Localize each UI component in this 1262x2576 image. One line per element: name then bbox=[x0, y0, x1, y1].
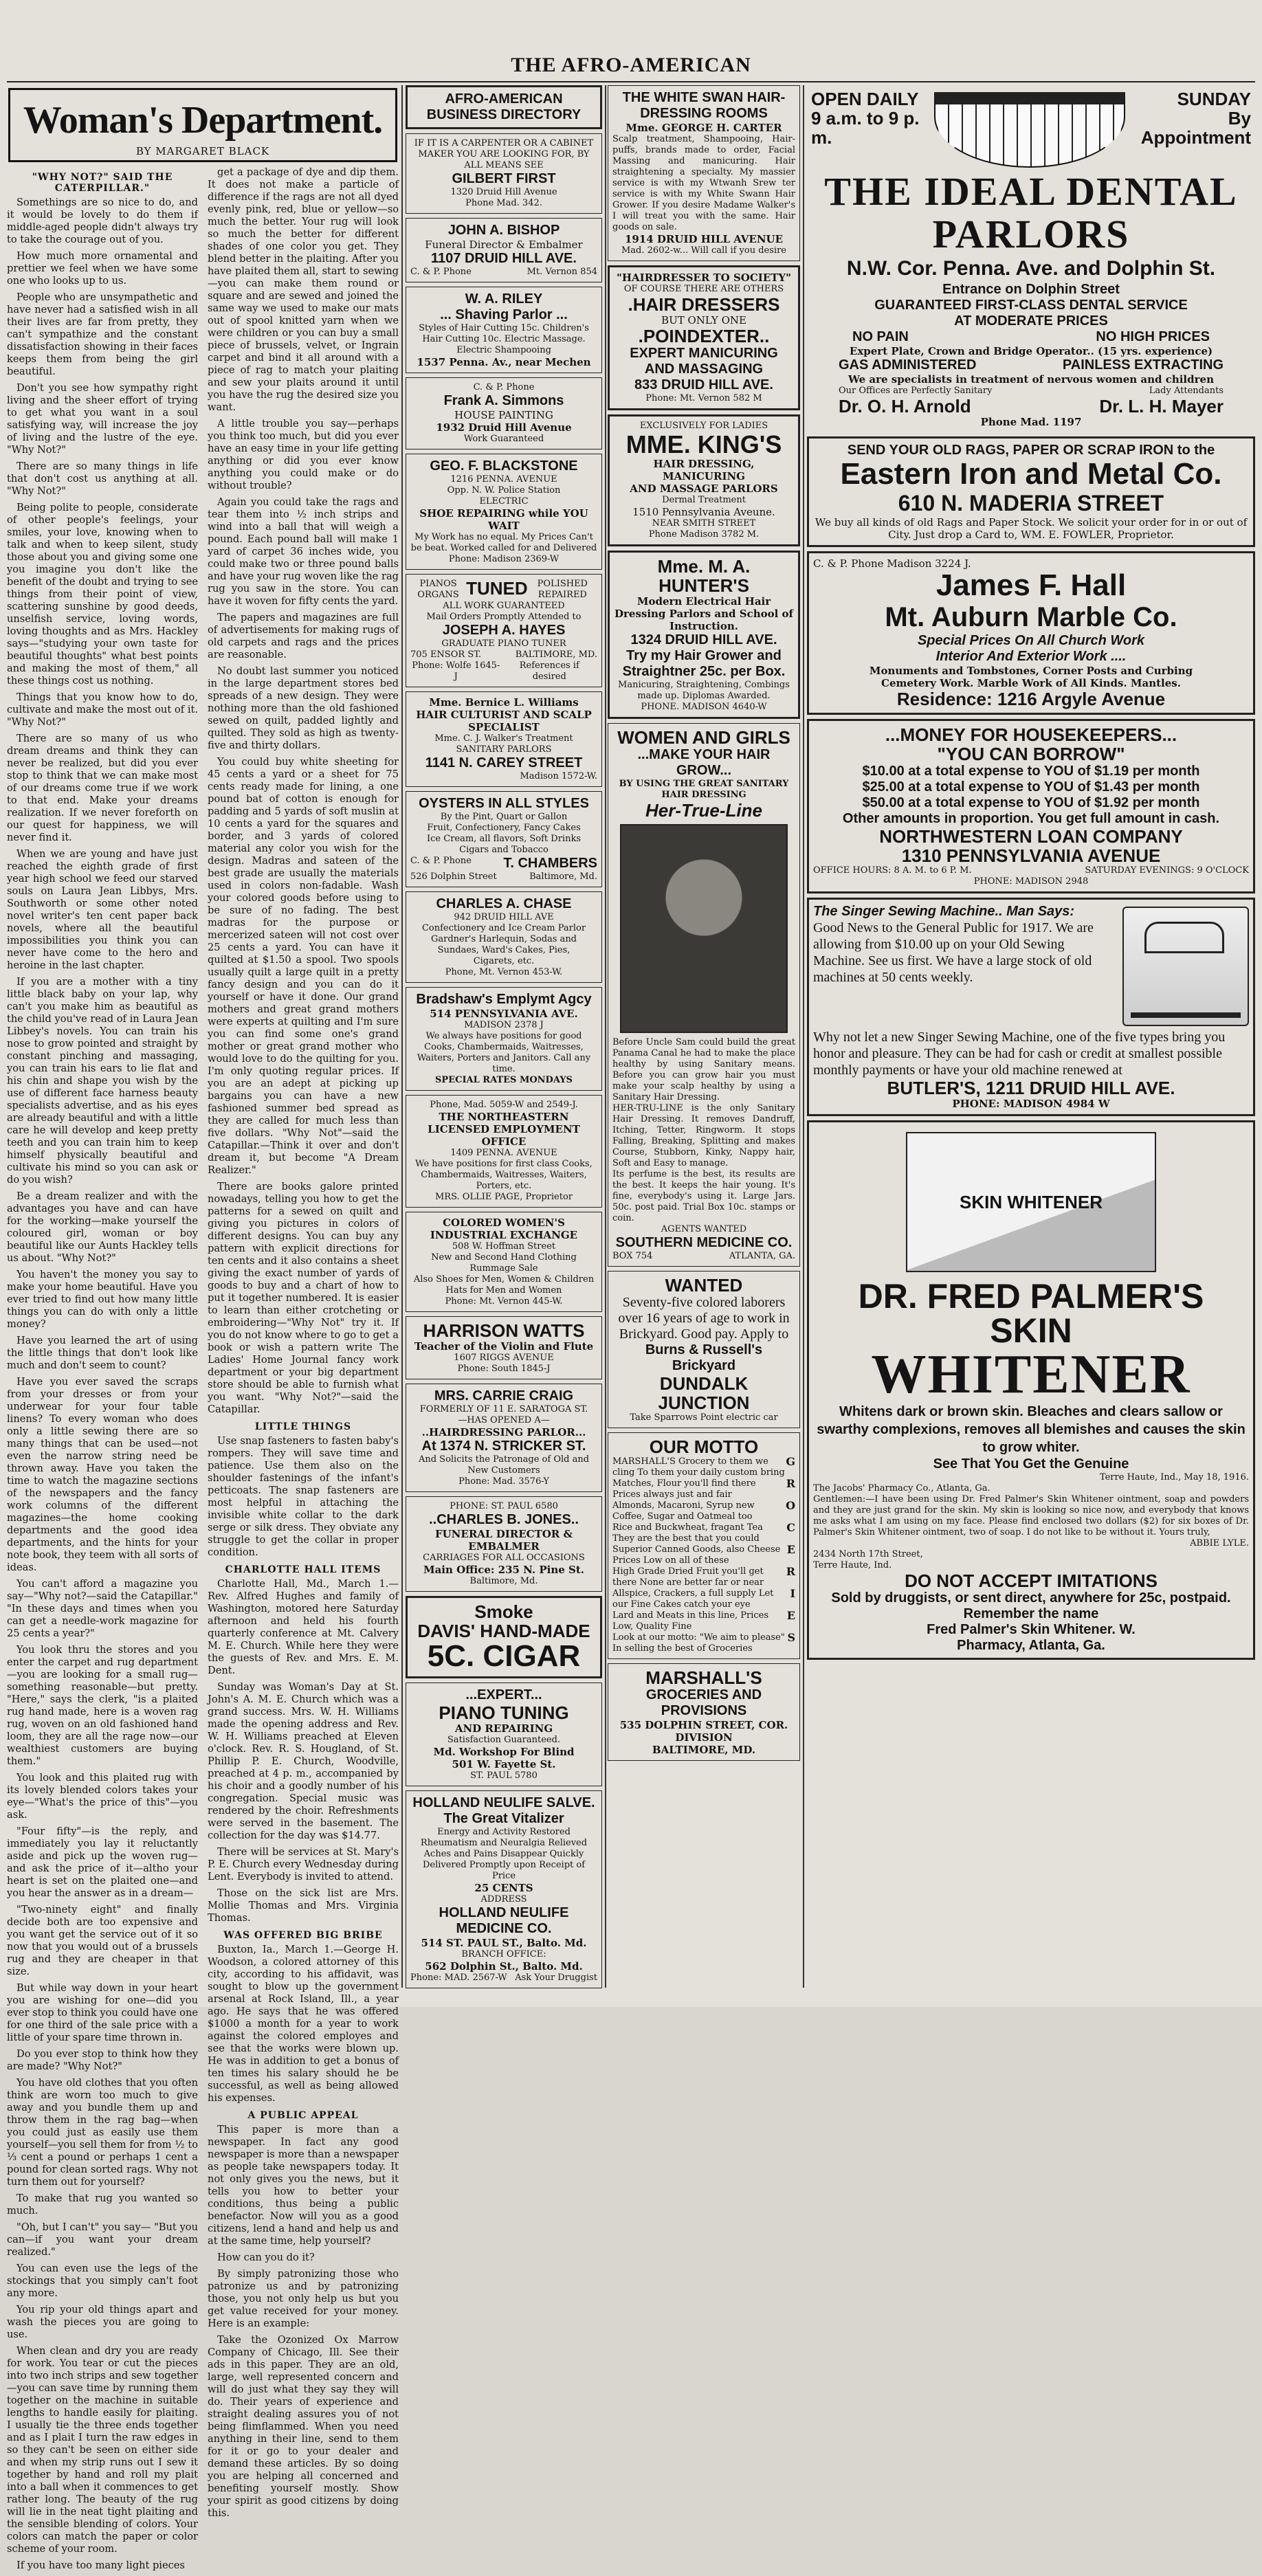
ad-joseph-hayes: PIANOS ORGANS TUNED POLISHED REPAIRED ALL WORK GUARANTEED Mail Orders Promptly Attended to JOSEPH A. HAYES GRADUATE PIANO TUNER 705 ENSOR ST. BALTIMORE, MD. Phone: Wolfe 1645-J References if desired bbox=[406, 574, 602, 687]
article-paragraph: There are so many of us who dream dreams and think they can never be realized, but did you ever stop to think that we can make most of our dreams come true if we work to that end. Make your dreams realization. If we never foreforth on our quest for happiness, we will never find it. bbox=[7, 733, 198, 843]
article-body-e bbox=[208, 1944, 399, 2105]
ad-james-hall: C. & P. Phone Madison 3224 J. James F. Hall Mt. Auburn Marble Co. Special Prices On All Church Work Interior And Exterior Work .... Monuments and Tombstones, Corner Posts and Curbing Cemetery Work. Marble Work of All Kinds. Mantles. Residence: 1216 Argyle Avenue bbox=[807, 551, 1255, 715]
motto-row bbox=[612, 1456, 795, 1478]
ad-poindexter: "HAIRDRESSER TO SOCIETY" OF COURSE THERE ARE OTHERS .HAIR DRESSERS BUT ONLY ONE .POINDEXTER.. EXPERT MANICURING AND MASSAGING 833 DRUID HILL AVE. Phone: Mt. Vernon 582 M bbox=[608, 265, 800, 410]
article-paragraph: If you have too many light pieces bbox=[16, 2560, 185, 2571]
motto-row bbox=[612, 1500, 795, 1522]
ad-john-bishop: JOHN A. BISHOP Funeral Director & Embalmer 1107 DRUID HILL AVE. C. & P. Phone Mt. Vernon 854 bbox=[406, 218, 602, 282]
article-paragraph: If you are a mother with a tiny little black baby on your lap, why can't you make him as beautiful as the child you've read of in Laura Jean Libbey's novels. You can train his nose to grow pointed and straight by constant pinching and massaging, you can train his ears to lie flat and his chin and shape you wish by the use of different face harness beauty specialists advertise, and as his eyes are already beautiful and with a little care he will develop and keep pretty teeth and you can train him to keep himself physically beautiful and cultivate his mind so you can ask or do you wish? bbox=[7, 976, 198, 1186]
article-paragraph: By simply patronizing those who patronize us and by patronizing those, you not only help us but you get value received for your money. Here is an example: bbox=[208, 2268, 399, 2329]
ad-singer-sewing: The Singer Sewing Machine.. Man Says: Good News to the General Public for 1917. We are allowing from $10.00 up on your Old Sewing Machine. See us first. We have a large stock of old machines at 50 cents weekly. Why not let a new Singer Sewing Machine, one of the five types bring you honor and pleasure. They can be had for cash or credit at smallest possible monthly payments or have your old machine renewed at BUTLER'S, 1211 DRUID HILL AVE. PHONE: MADISON 4984 W bbox=[807, 898, 1255, 1116]
article-paragraph: Use snap fasteners to fasten baby's rompers. They will save time and patience. Use them also on the shoulder fastenings of the infant's petticoats. The snap fasteners are most helpful in attaching the invisible white collar to the dark serge or silk dress. They obviate any struggle to get the collar in proper condition. bbox=[208, 1435, 399, 1558]
article-paragraph: A little trouble you say—perhaps you think too much, but did you ever have an easy time in your life getting anything or did you ever know anything you could make or do without trouble? bbox=[208, 418, 399, 491]
article-paragraph: When clean and dry you are ready for work. You tear or cut the pieces into two inch strips and sew together—you can save time by running them together on the machine in suitable lengths to handle easily for plaiting. I usually tie the three ends together and as I plait I turn the raw edges in so they can't be seen on either side and when my strip runs out I sew it together by hand and roll my plait into a ball when it commences to get rather long. The beauty of the rug will lie in the neat tight plaiting and the sensible blending of colors. Your colors can match the paper or color scheme of your room. bbox=[7, 2345, 198, 2555]
ad-ideal-dental: OPEN DAILY 9 a.m. to 9 p. m. SUNDAY By Appointment THE IDEAL DENTAL PARLORS N.W. Cor. Penna. Ave. and Dolphin St. Entrance on Dolphin Street GUARANTEED FIRST-CLASS DENTAL SERVICE AT MODERATE PRICES NO PAIN NO HIGH PRICES Expert Plate, Crown and Bridge Operator.. (15 yrs. experience) GAS ADMINISTERED PAINLESS EXTRACTING We are specialists in treatment of nervous women and children Our Offices are Perfectly Sanitary Lady Attendants Dr. O. H. Arnold Dr. L. H. Mayer Phone Mad. 1197 bbox=[811, 89, 1251, 428]
article-paragraph: Somethings are so nice to do, and it would be lovely to do them if middle-aged people didn't always try to take the courage out of you. bbox=[7, 197, 198, 245]
article-paragraph: Buxton, Ia., March 1.—George H. Woodson, a colored attorney of this city, according to his affidavit, was sought to blow up the government arsenal at Rock Island, Ill., a year ago. He says that he was offered $1000 a month for a year to work against the colored employes and see that the works were blown up. He was in addition to get a bonus of ten times his salary should he be successful, as well as being allowed his expenses. bbox=[208, 1944, 399, 2104]
ad-davis-cigar: Smoke DAVIS' HAND-MADE 5C. CIGAR bbox=[406, 1596, 602, 1678]
ad-carrie-craig: MRS. CARRIE CRAIG FORMERLY OF 11 E. SARATOGA ST. —HAS OPENED A— ..HAIRDRESSING PARLOR... At 1374 N. STRICKER ST. And Solicits the Patronage of Old and New Customers Phone: Mad. 3576-Y bbox=[406, 1384, 602, 1492]
womens-department-title: Woman's Department. bbox=[23, 99, 383, 142]
article-paragraph: There will be services at St. Mary's P. E. Church every Wednesday during Lent. Everybody is invited to attend. bbox=[208, 1846, 399, 1883]
motto-letter: G bbox=[786, 1455, 795, 1468]
ad-bradshaw: Bradshaw's Emplymt Agcy 514 PENNSYLVANIA AVE. MADISON 2378 J We always have positions for good Cooks, Chambermaids, Waitresses, Waiters, Porters and Janitors. Call any time. SPECIAL RATES MONDAYS bbox=[406, 987, 602, 1091]
article-heading-charlotte-hall: CHARLOTTE HALL ITEMS bbox=[225, 1564, 381, 1575]
article-body-d bbox=[208, 1578, 399, 1924]
article-body-a bbox=[7, 197, 198, 2572]
womens-department-header bbox=[8, 88, 397, 162]
article-paragraph: No doubt last summer you noticed in the large department stores bed spreads of a new design. They were nothing more than the old fashioned sewed on quilt, padded lightly and quilted. They sold as high as twenty-five and thirty dollars. bbox=[208, 665, 399, 751]
article-body-c bbox=[208, 1435, 399, 1559]
article-paragraph: To make that rug you wanted so much. bbox=[7, 2192, 198, 2217]
article-paragraph: You can't afford a magazine you say—"Why not?—said the Catapillar." "In these days and times when you can get a needle-work magazine for 25 cents a year?" bbox=[7, 1578, 198, 1639]
article-column-left bbox=[7, 166, 198, 2576]
article-paragraph: The papers and magazines are full of advertisements for making rugs of old carpets and rags and the prices are reasonable. bbox=[208, 612, 399, 660]
ad-piano-tuning: ...EXPERT... PIANO TUNING AND REPAIRING Satisfaction Guaranteed. Md. Workshop For Blind 501 W. Fayette St. ST. PAUL 5780 bbox=[406, 1683, 602, 1786]
ad-wanted-laborers: WANTED Seventy-five colored laborers over 16 years of age to work in Brickyard. Good pay. Apply to Burns & Russell's Brickyard DUNDALK JUNCTION Take Sparrows Point electric car bbox=[608, 1271, 800, 1428]
motto-line: Almonds, Macaroni, Syrup new Coffee, Sugar and Oatmeal too bbox=[612, 1500, 755, 1522]
business-directory-column bbox=[406, 85, 602, 1988]
ad-mme-king: EXCLUSIVELY FOR LADIES MME. KING'S HAIR DRESSING, MANICURING AND MASSAGE PARLORS Dermal Treatment 1510 Pennsylvania Aveune. NEAR SMITH STREET Phone Madison 3782 M. bbox=[608, 414, 800, 546]
article-heading-public-appeal: A PUBLIC APPEAL bbox=[247, 2110, 359, 2121]
motto-row bbox=[612, 1566, 795, 1588]
column-divider bbox=[401, 85, 403, 1988]
motto-letter: S bbox=[787, 1631, 795, 1644]
article-heading-bribe: WAS OFFERED BIG BRIBE bbox=[223, 1930, 383, 1941]
article-paragraph: Charlotte Hall, Md., March 1.—Rev. Alfred Hughes and family of Washington, motored here Saturday afternoon and held his fourth quarterly conference at Mt. Calvery M. E. Church. While here they were the guests of Rev. and Mrs. E. M. Dent. bbox=[208, 1578, 399, 1676]
article-paragraph: get a package of dye and dip them. It does not make a particle of difference if the rags are not all dyed evenly pink, red, blue or yellow—so much the better. Your rug will look so much the better for different shades of one color you get. They blend better in the plaiting. After you have plaited them all, start to sewing—you can make them round or square and are sewed and joined the same way we used to make our mats out of spool knitted yarn when we were children or you can buy a small piece of brussels, velvet, or Ingrain carpet and bind it all around with a piece of rag to match your plaiting and sew your plaits around it until you have the rug the desired size you want. bbox=[208, 166, 399, 413]
article-paragraph: "Four fifty"—is the reply, and immediately you lay it reluctantly aside and pick up the woven rug—and ask the price of it—altho your heart is set on the plaited one—and you hear the answer as in a dream— bbox=[7, 1825, 198, 1899]
dentures-image bbox=[934, 92, 1126, 168]
motto-line: Matches, Flour you'll find there Prices always just and fair bbox=[612, 1478, 756, 1500]
article-paragraph: "Oh, but I can't" you say— "But you can—if you want your dream realized." bbox=[7, 2221, 198, 2258]
ad-mme-hunter: Mme. M. A. HUNTER'S Modern Electrical Hair Dressing Parlors and School of Instruction. 1324 DRUID HILL AVE. Try my Hair Grower and Straightner 25c. per Box. Manicuring, Straightening, Combings made up. Diplomas Awarded. PHONE. MADISON 4640-W bbox=[608, 551, 800, 719]
masthead: THE AFRO-AMERICAN bbox=[511, 54, 751, 76]
woman-portrait-image bbox=[620, 824, 788, 1033]
motto-line: Allspice, Crackers, a full supply Let our Fine Cakes catch your eye bbox=[612, 1588, 774, 1610]
article-paragraph: How much more ornamental and prettier we feel when we have some one who looks up to us. bbox=[7, 250, 198, 287]
article-paragraph: Again you could take the rags and tear them into ½ inch strips and wind into a ball that will weigh a pound. Each pound ball will make 1 yard of carpet 36 inches wide, you could make two or three pound balls and have your rug woven like the rag rug you saw in the store. You can have it woven for fifty cents the yard. bbox=[208, 496, 399, 607]
article-paragraph: There are so many things in life that don't cost us anything at all. "Why Not?" bbox=[7, 460, 198, 497]
ad-marshalls: MARSHALL'S GROCERIES AND PROVISIONS 535 DOLPHIN STREET, COR. DIVISION BALTIMORE, MD. bbox=[608, 1663, 800, 1761]
sewing-machine-image bbox=[1122, 907, 1249, 1026]
motto-letter: R bbox=[786, 1565, 795, 1578]
article-paragraph: But while way down in your heart you are wishing for one—did you ever stop to think you could have one for one third of the sale price with a little of your spare time thrown in. bbox=[7, 1982, 198, 2043]
ad-charles-jones: PHONE: ST. PAUL 6580 ..CHARLES B. JONES.. FUNERAL DIRECTOR & EMBALMER CARRIAGES FOR ALL OCCASIONS Main Office: 235 N. Pine St. Baltimore, Md. bbox=[406, 1496, 602, 1592]
article-paragraph: Have you ever saved the scraps from your dresses or from your underwear for your four table linens? To every woman who does only a little sewing there are so many things that can be used—not even the narrow string need be thrown away. Have you taken the time to watch the magazine sections of the newspapers and the fancy work columns of the different magazines—the home cooking departments and the good idea departments, and the hints for your note book, they teem with all sorts of ideas. bbox=[7, 1376, 198, 1573]
article-paragraph: You look and this plaited rug with its lovely blended colors takes your eye—"What's the price of this"—you ask. bbox=[7, 1772, 198, 1821]
motto-acrostic bbox=[612, 1456, 795, 1654]
motto-letter: E bbox=[786, 1543, 795, 1556]
motto-line: Superior Canned Goods, also Cheese Prices Low on all of these bbox=[612, 1544, 781, 1566]
motto-line: Look at our motto: "We aim to please" In selling the best of Groceries bbox=[612, 1632, 785, 1654]
product-box-image: SKIN WHITENER bbox=[906, 1132, 1156, 1272]
article-paragraph: Sunday was Woman's Day at St. John's A. M. E. Church which was a grand success. Mrs. W. H. Williams made the opening address and Rev. W. H. Williams preached at Eleven o'clock. Rev. R. S. Hougland, of St. Phillip P. E. Church, Woodville, preached at 4 p. m., accompanied by his choir and a goodly number of his congregation. Special music was rendered by the choir. Refreshments were served in the basement. The collection for the day was $14.77. bbox=[208, 1681, 399, 1841]
motto-row bbox=[612, 1588, 795, 1610]
column-divider bbox=[605, 85, 606, 1988]
ad-northeastern: Phone, Mad. 5059-W and 2549-J. THE NORTHEASTERN LICENSED EMPLOYMENT OFFICE 1409 PENNA. AVENUE We have positions for first class Cooks, Chambermaids, Waitresses, Waiters, Porters, etc. MRS. OLLIE PAGE, Proprietor bbox=[406, 1095, 602, 1208]
article-paragraph: You haven't the money you say to make your home beautiful. Have you ever tried to find out how many little things you can do with only a little money? bbox=[7, 1269, 198, 1330]
motto-row bbox=[612, 1522, 795, 1544]
article-paragraph: When we are young and have just reached the eighth grade of first year high school we feed our starved souls on Laura Jean Libbys, Mrs. Southworth or some other noted novel writer's ten cent paper back novels, where all the beautiful impossibilities you think you can never have come to the hero and heroine in the last chapter. bbox=[7, 848, 198, 971]
ad-oysters: OYSTERS IN ALL STYLES By the Pint, Quart or Gallon Fruit, Confectionery, Fancy Cakes Ice Cream, all flavors, Soft Drinks Cigars and Tobacco C. & P. Phone T. CHAMBERS 526 Dolphin Street Baltimore, Md. bbox=[406, 791, 602, 887]
article-paragraph: You look thru the stores and you enter the carpet and rug department—you are looking for a small rug—something reasonable—but pretty. "Here," says the clerk, "is a plaited rug hand made, here is a woven rag rug, woven on an old fashioned hand loom, they are all the rage now—our wealthiest customers are buying them." bbox=[7, 1644, 198, 1767]
article-body-b bbox=[208, 166, 399, 1416]
article-paragraph: Those on the sick list are Mrs. Mollie Thomas and Mrs. Virginia Thomas. bbox=[208, 1887, 399, 1924]
ad-harrison-watts: HARRISON WATTS Teacher of the Violin and Flute 1607 RIGGS AVENUE Phone: South 1845-J bbox=[406, 1316, 602, 1379]
article-paragraph: Take the Ozonized Ox Marrow Company of Chicago, Ill. See their ads in this paper. They are an old, large, well represented concern and will do just what they say they will do. Their years of experience and straight dealing assures you of not being flimflammed. When you need anything in their line, send to them for it or go to your dealer and demand these articles. By so doing you are helping all concerned and benefiting yourself mostly. Show your spirit as good citizens by doing this. bbox=[208, 2334, 399, 2519]
motto-row bbox=[612, 1610, 795, 1632]
article-paragraph: Do you ever stop to think how they are made? "Why Not?" bbox=[7, 2048, 198, 2072]
article-paragraph: You could buy white sheeting for 45 cents a yard or a sheet for 75 cents ready made for lining, a one pound bat of cotton is enough for padding and 5 yards of soft muslin at 10 cents a yard for the squares and border, and 3 yards of colored material any color you wish for the design. Madras and sateen of the best grade are usually the materials used in colors non-fadable. Wash your colored goods before using to be sure of no fading. The best madras for the purpose or mercerized sateen will not cost over 25 cents a yard. You can have it quilted at $1.50 a spool. Two spools usually quilt a large quilt in a pretty fancy design and you can do it yourself or have it done. Our grand mothers and great grand mothers were experts at quilting and I'm sure you can find some one's grand mother or great grand mother who would love to do the quilting for you. I'm only quoting regular prices. If you are an adept at picking up bargains you can have a new fashioned summer bed spread as they are called for much less than five dollars. "Why Not"—said the Catapillar.—Think it over and don't dream it, but become "A Dream Realizer." bbox=[208, 756, 399, 1176]
ad-blackstone: GEO. F. BLACKSTONE 1216 PENNA. AVENUE Opp. N. W. Police Station ELECTRIC SHOE REPAIRING while YOU WAIT My Work has no equal. My Prices Can't be beat. Worked called for and Delivered Phone: Madison 2369-W bbox=[406, 454, 602, 570]
article-paragraph: People who are unsympathetic and have never had a satisfied wish in all their lives are far from pretty, they can't sympathize and the constant dissatisfaction showing in their faces keeps them from being the girl beautiful. bbox=[7, 291, 198, 377]
article-paragraph: Things that you know how to do, cultivate and make the most out of it. "Why Not?" bbox=[7, 691, 198, 728]
motto-letter: I bbox=[790, 1587, 795, 1600]
ad-palmer-skin-whitener: SKIN WHITENER DR. FRED PALMER'S SKIN WHITENER Whitens dark or brown skin. Bleaches and clears sallow or swarthy complexions, removes all blemishes and causes the skin to grow whiter. See That You Get the Genuine Terre Haute, Ind., May 18, 1916. The Jacobs' Pharmacy Co., Atlanta, Ga. Gentlemen:—I have been using Dr. Fred Palmer's Skin Whitener ointment, soap and powders and they are just grand for the skin. My skin is looking so nice now, and everybody that knows me asks what I am using on my face. Please find enclosed two dollars ($2) for six boxes of Dr. Palmer's Skin Whitener ointment, two of soap. I do not like to be without it. Yours truly, ABBIE LYLE. 2434 North 17th Street, Terre Haute, Ind. DO NOT ACCEPT IMITATIONS Sold by druggists, or sent direct, anywhere for 25c, postpaid. Remember the name Fred Palmer's Skin Whitener. W. Pharmacy, Atlanta, Ga. bbox=[807, 1120, 1255, 1660]
large-ads-column bbox=[807, 85, 1255, 1988]
article-paragraph: How can you do it? bbox=[217, 2252, 315, 2263]
motto-letter: O bbox=[786, 1499, 795, 1512]
motto-letter: R bbox=[786, 1477, 795, 1490]
motto-line: Rice and Buckwheat, fragant Tea They are the best that you could bbox=[612, 1522, 763, 1544]
ad-wa-riley: W. A. RILEY ... Shaving Parlor ... Styles of Hair Cutting 15c. Children's Hair Cutting 10c. Electric Massage. Electric Shampooing 1537 Penna. Av., near Mechen bbox=[406, 287, 602, 373]
article-paragraph: Be a dream realizer and with the advantages you have and can have for the working—make yourself the coloured girl, woman or boy beautiful like our Aunts Hackley tells us about. "Why Not?" bbox=[7, 1190, 198, 1264]
ad-charles-chase: CHARLES A. CHASE 942 DRUID HILL AVE Confectionery and Ice Cream Parlor Gardner's Harlequin, Sodas and Sundaes, Ward's Cakes, Pies, Cigarets, etc. Phone, Mt. Vernon 453-W. bbox=[406, 891, 602, 983]
motto-line: Lard and Meats in this line, Prices Low, Quality Fine bbox=[612, 1610, 769, 1632]
ad-holland-neulife: HOLLAND NEULIFE SALVE. The Great Vitalizer Energy and Activity Restored Rheumatism and Neuralgia Relieved Aches and Pains Disappear Quickly Delivered Promptly upon Receipt of Price 25 CENTS ADDRESS HOLLAND NEULIFE MEDICINE CO. 514 ST. PAUL ST., Balto. Md. BRANCH OFFICE: 562 Dolphin St., Balto. Md. Phone: MAD. 2567-W Ask Your Druggist bbox=[406, 1790, 602, 1988]
byline: BY MARGARET BLACK bbox=[135, 145, 270, 157]
motto-line: MARSHALL'S Grocery to them we cling To them your daily custom bring bbox=[612, 1456, 785, 1478]
article-paragraph: You have old clothes that you often think are worn too much to give away and you bundle them up and throw them in the rag bag—when you could just as easily use them yourself—you sell them for from ½ to ⅓ cent a pound or perhaps 1 cent a pound for clean sorted rags. Why not turn them out for yourself? bbox=[7, 2077, 198, 2188]
womens-department-column bbox=[7, 85, 399, 2571]
motto-row bbox=[612, 1478, 795, 1500]
article-paragraph: Being polite to people, considerate of other people's feelings, your smiles, your love, knowing when to talk and when to keep silent, study those about you and giving some one you imagine you don't like the benefit of the doubt and trying to see things from their point of view, scattering sunshine by good deeds, unselfish service, loving words, loving thoughts and as Mrs. Hackley says—"studying your own taste for beautiful thoughts" what best points and making the most of them," all these things cost us nothing. bbox=[7, 502, 198, 687]
motto-line: High Grade Dried Fruit you'll get there None are better far or near bbox=[612, 1566, 764, 1588]
hair-ads-column bbox=[608, 85, 800, 1988]
article-column-right bbox=[208, 166, 399, 2576]
directory-title: AFRO-AMERICAN BUSINESS DIRECTORY bbox=[406, 85, 602, 129]
motto-letter: C bbox=[786, 1521, 795, 1534]
top-rule bbox=[7, 81, 1255, 82]
article-heading-why-not: "WHY NOT?" SAID THE CATERPILLAR." bbox=[32, 172, 173, 194]
column-divider bbox=[803, 85, 804, 1988]
article-paragraph: Have you learned the art of using the little things that don't look like much and don't seem to count? bbox=[7, 1335, 198, 1371]
article-paragraph: "Two-ninety eight" and finally decide both are too expensive and you want get the service out of it so now that you would out of a brussels rug and they are cheaper in that size. bbox=[7, 1904, 198, 1977]
ad-women-and-girls: WOMEN AND GIRLS ...MAKE YOUR HAIR GROW... BY USING THE GREAT SANITARY HAIR DRESSING Her-True-Line Before Uncle Sam could build the great Panama Canal he had to make the place healthy by using Sanitary means. Before you can grow hair you must make your scalp healthy by using a Sanitary Hair Dressing. HER-TRU-LINE is the only Sanitary Hair Dressing. It removes Dandruff, Itching, Tetter, Ringworm. It stops Falling, Breaking, Splitting and makes Course, Stubborn, Kinky, Nappy hair, Soft and Easy to manage. Its perfume is the best, its results are the best. It keeps the hair young. It's fine, everybody's using it. Large Jars. 50c. post paid. Trial Box 10c. stamps or coin. AGENTS WANTED SOUTHERN MEDICINE CO. BOX 754 ATLANTA, GA. bbox=[608, 723, 800, 1267]
article-body-f bbox=[208, 2124, 399, 2520]
article-paragraph: Don't you see how sympathy right living and the sheer effort of trying to get what you want in a soul satisfying way, will increase the joy of living and the lustre of the eye. "Why Not?" bbox=[7, 382, 198, 456]
ad-womens-exchange: COLORED WOMEN'S INDUSTRIAL EXCHANGE 508 W. Hoffman Street New and Second Hand Clothing Rummage Sale Also Shoes for Men, Women & Children Hats for Men and Women Phone: Mt. Vernon 445-W. bbox=[406, 1212, 602, 1312]
ad-frank-simmons: C. & P. Phone Frank A. Simmons HOUSE PAINTING 1932 Druid Hill Avenue Work Guaranteed bbox=[406, 377, 602, 449]
motto-row bbox=[612, 1544, 795, 1566]
ad-white-swan: THE WHITE SWAN HAIR-DRESSING ROOMS Mme. GEORGE H. CARTER Scalp treatment, Shampooing, Hair-puffs, brands made to order, Facial Massing and manicuring. Hair straightening a specialty. My massier service is with my Wtwanh Srew ter service is with my White Swann Hair Grower. If you desire Madame Walker's I will treat you with the same. Hair goods on sale. 1914 DRUID HILL AVENUE Mad. 2602-w... Will call if you desire bbox=[608, 85, 800, 261]
article-paragraph: There are books galore printed nowadays, telling you how to get the patterns for a sewed on quilt and giving you pictures in colors of different designs. You can buy any pattern with explicit directions for ten cents and it also contains a sheet giving the exact number of yards of goods to buy and a chart of how to put it together numbered. It is easier to learn than either crotcheting or embroidering—"Why Not" try it. If you do not know where to go to get a book or wish a pattern write The Ladies' Home Journal fancy work department or your big department store should be able to furnish what you want. "Why Not?"—said the Catapillar. bbox=[208, 1181, 399, 1415]
article-columns bbox=[7, 166, 399, 2576]
article-paragraph: You can even use the legs of the stockings that you simply can't foot any more. bbox=[7, 2263, 198, 2299]
ad-our-motto: OUR MOTTO MARSHALL'S Grocery to them we cling To them your daily custom bring G Matches, Flour you'll find there Prices always just and fair R Almonds, Macaroni, Syrup new Coffee, Sugar and Oatmeal too O Rice and Buckwheat, fragant Tea They are the best that you could C Superior Canned Goods, also Cheese Prices Low on all of these E High Grade Dried Fruit you'll get there None are better far or near R Allspice, Crackers, a full supply Let our Fine Cakes catch your eye I Lard and Meats in this line, Prices Low, Quality Fine E Look at our motto: "We aim to please" In selling the best of Groceries S bbox=[608, 1432, 800, 1659]
motto-row bbox=[612, 1632, 795, 1654]
article-heading-little-things: LITTLE THINGS bbox=[254, 1421, 352, 1432]
ad-gilbert-first: IF IT IS A CARPENTER OR A CABINET MAKER YOU ARE LOOKING FOR, BY ALL MEANS SEE GILBERT FIRST 1320 Druid Hill Avenue Phone Mad. 342. bbox=[406, 133, 602, 214]
ad-northwestern-loan: ...MONEY FOR HOUSEKEEPERS... "YOU CAN BORROW" $10.00 at a total expense to YOU of $1.19 per month $25.00 at a total expense to YOU of $1.43 per month $50.00 at a total expense to YOU of $1.92 per month Other amounts in proportion. You get full amount in cash. NORTHWESTERN LOAN COMPANY 1310 PENNSYLVANIA AVENUE OFFICE HOURS: 8 A. M. to 6 P. M. SATURDAY EVENINGS: 9 O'CLOCK PHONE: MADISON 2948 bbox=[807, 719, 1255, 893]
motto-letter: E bbox=[786, 1609, 795, 1622]
ad-eastern-iron: SEND YOUR OLD RAGS, PAPER OR SCRAP IRON to the Eastern Iron and Metal Co. 610 N. MADERIA STREET We buy all kinds of old Rags and Paper Stock. We solicit your order for in or out of City. Just drop a Card to, WM. E. FOWLER, Proprietor. bbox=[807, 436, 1255, 547]
article-paragraph: This paper is more than a newspaper. In fact any good newspaper is more than a newspaper as people take newspapers today. It not only gives you the news, but it tells you how to better your conditions, thus being a public benefactor. Now will you as a good citizens, lend a hand and help us and at the same time, help yourself? bbox=[208, 2124, 399, 2247]
article-paragraph: You rip your old things apart and wash the pieces you are going to use. bbox=[7, 2304, 198, 2340]
ad-bernice-williams: Mme. Bernice L. Williams HAIR CULTURIST AND SCALP SPECIALIST Mme. C. J. Walker's Treatment SANITARY PARLORS 1141 N. CAREY STREET Madison 1572-W. bbox=[406, 691, 602, 787]
